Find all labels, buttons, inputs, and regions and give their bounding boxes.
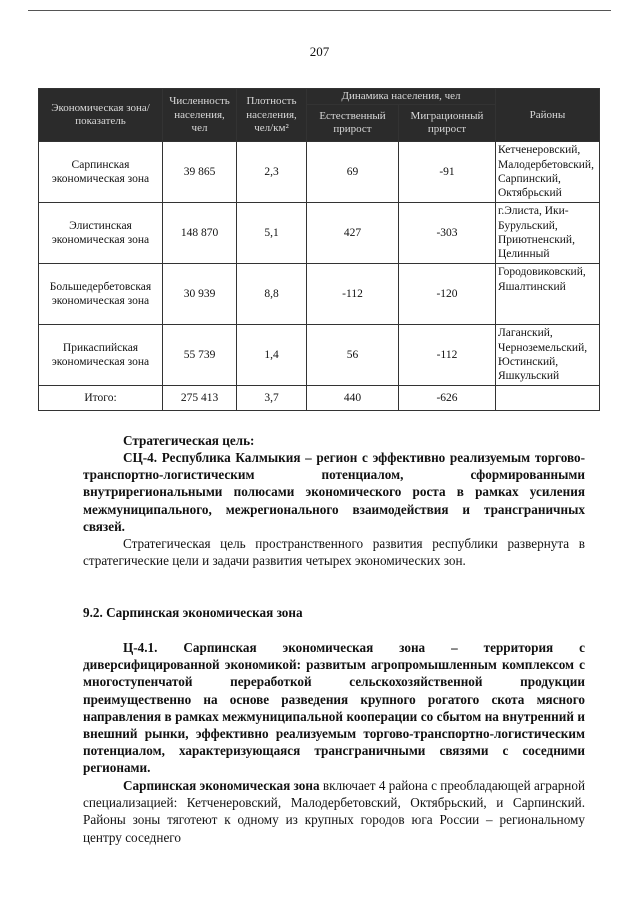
total-density: 3,7 (237, 386, 307, 411)
header-density: Плотность населения, чел/км² (237, 89, 307, 142)
zones-table (38, 88, 600, 411)
table-row (39, 203, 600, 264)
strategic-goal-note: Стратегическая цель пространственного развития республики развернута в стратегические цели и задачи развития четырех экономических зон. (83, 536, 585, 569)
header-districts: Районы (496, 89, 600, 142)
zone-paragraph (83, 777, 585, 846)
natural-cell: 69 (307, 142, 399, 203)
table-header-row (39, 89, 600, 105)
zone-cell: Сарпинская экономическая зона (39, 142, 163, 203)
migration-cell: -303 (399, 203, 496, 264)
total-natural: 440 (307, 386, 399, 411)
section-target: Ц-4.1. Сарпинская экономическая зона – территория с диверсифицированной экономикой: развитым агропромышленным комплексом с многоступенчатой переработкой сельскохозяйственной продукции преимущественно на основе разведения крупного рогатого скота мясного направления в рамках межмуниципальной кооперации со сбытом на внутренний и внешний рынки, эффективно реализуемым торгово-транспортно-логистическим потенциалом, характеризующаяся трансграничными связями с соседними регионами. (83, 640, 585, 776)
strategic-goal-statement: СЦ-4. Республика Калмыкия – регион с эффективно реализуемым торгово-транспортно-логистическим потенциалом, сформированными внутрирегиональными полюсами экономического роста в рамках усиления межмуниципального, межрегионального взаимодействия и трансграничных связей. (83, 450, 585, 534)
natural-cell: 56 (307, 325, 399, 386)
migration-cell: -112 (399, 325, 496, 386)
total-districts (496, 386, 600, 411)
zone-name: Сарпинская экономическая зона (123, 778, 320, 793)
table-row (39, 142, 600, 203)
migration-cell: -120 (399, 264, 496, 325)
table-row (39, 264, 600, 325)
districts-cell: Кетченеровский, Малодербетовский, Сарпинский, Октябрьский (496, 142, 600, 203)
natural-cell: -112 (307, 264, 399, 325)
header-population: Численность населения, чел (163, 89, 237, 142)
population-cell: 55 739 (163, 325, 237, 386)
population-cell: 30 939 (163, 264, 237, 325)
migration-cell: -91 (399, 142, 496, 203)
page-number: 207 (309, 44, 330, 59)
header-migration: Миграционный прирост (399, 105, 496, 142)
total-population: 275 413 (163, 386, 237, 411)
districts-cell: Лаганский, Черноземельский, Юстинский, Яшкульский (496, 325, 600, 386)
zone-description: включает 4 района с преобладающей аграрной специализацией: Кетченеровский, Малодербетовский, Октябрьский, и Сарпинский. Районы зоны тяготеют к одному из крупных городов юга России – региональному центру соседнего (83, 778, 585, 845)
zone-cell: Большедербетовская экономическая зона (39, 264, 163, 325)
table-row (39, 325, 600, 386)
header-dynamics: Динамика населения, чел (307, 89, 496, 105)
total-label: Итого: (39, 386, 163, 411)
strategic-goal-label: Стратегическая цель: (123, 433, 255, 448)
top-rule (28, 10, 611, 11)
districts-cell: г.Элиста, Ики-Бурульский, Приютненский, Целинный (496, 203, 600, 264)
section-title: 9.2. Сарпинская экономическая зона (83, 605, 303, 620)
population-cell: 148 870 (163, 203, 237, 264)
density-cell: 8,8 (237, 264, 307, 325)
density-cell: 2,3 (237, 142, 307, 203)
total-migration: -626 (399, 386, 496, 411)
districts-cell: Городовиковский, Яшалтинский (496, 264, 600, 325)
zone-cell: Прикаспийская экономическая зона (39, 325, 163, 386)
population-cell: 39 865 (163, 142, 237, 203)
table-total-row (39, 386, 600, 411)
natural-cell: 427 (307, 203, 399, 264)
zone-cell: Элистинская экономическая зона (39, 203, 163, 264)
header-zone: Экономическая зона/показатель (39, 89, 163, 142)
density-cell: 1,4 (237, 325, 307, 386)
density-cell: 5,1 (237, 203, 307, 264)
header-natural: Естественный прирост (307, 105, 399, 142)
